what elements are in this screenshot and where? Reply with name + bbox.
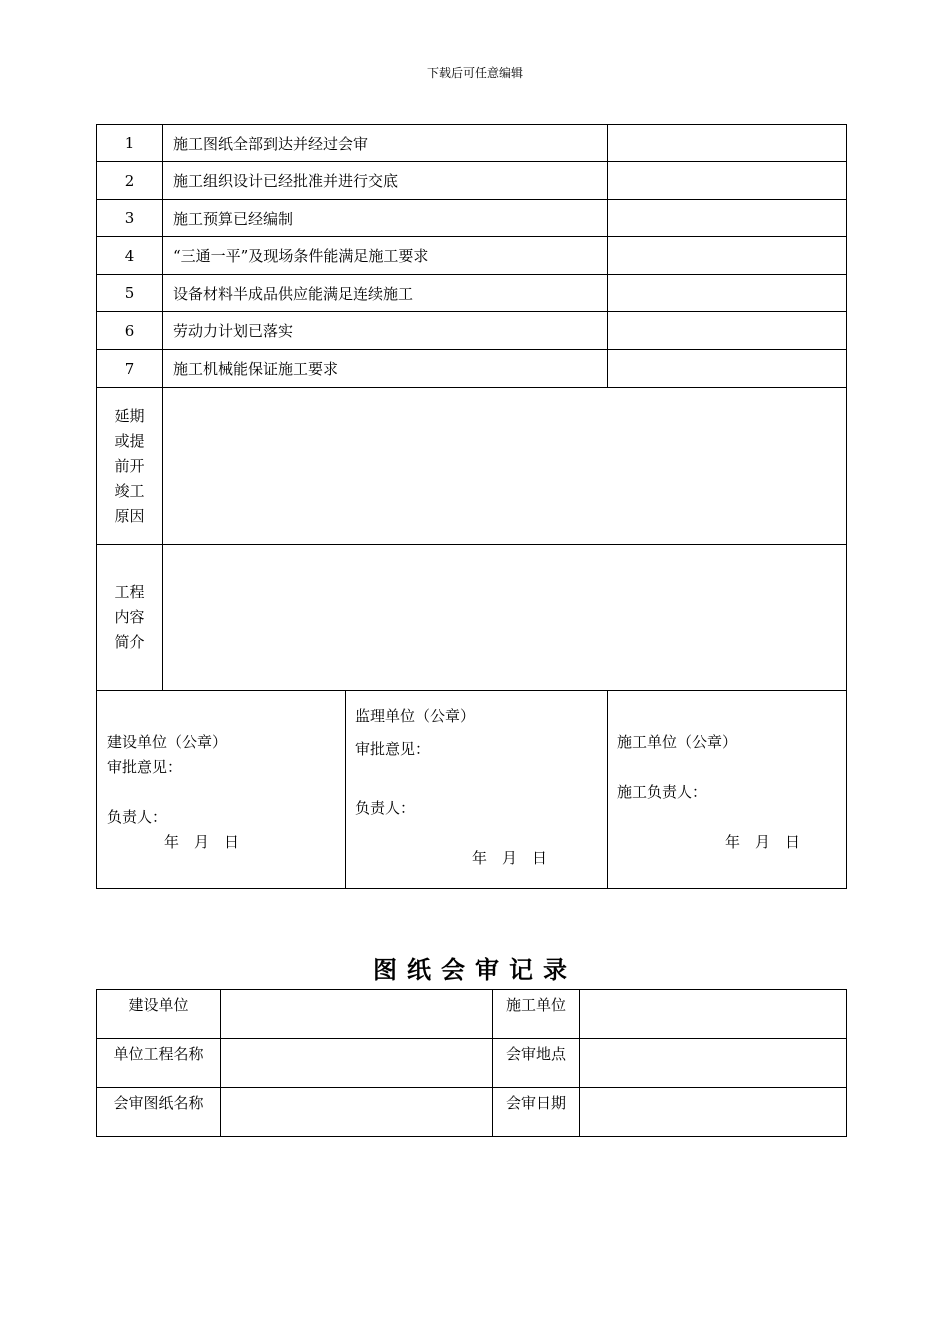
table-row bbox=[97, 200, 847, 237]
check-cell[interactable] bbox=[608, 125, 847, 162]
owner-unit-label: 建设单位（公章） bbox=[107, 733, 228, 751]
review-record-title: 图纸会审记录 bbox=[373, 955, 577, 984]
review-date-label: 会审日期 bbox=[493, 1088, 580, 1137]
table-row bbox=[97, 237, 847, 275]
contractor-signoff-cell[interactable] bbox=[608, 691, 847, 889]
contractor-date-label: 年 月 日 bbox=[725, 833, 801, 851]
drawing-name-label: 会审图纸名称 bbox=[97, 1088, 221, 1137]
row-number: 6 bbox=[97, 312, 163, 350]
checklist-item: 设备材料半成品供应能满足连续施工 bbox=[163, 275, 608, 312]
owner-unit-field[interactable] bbox=[221, 990, 493, 1039]
checklist-item: “三通一平”及现场条件能满足施工要求 bbox=[163, 237, 608, 275]
supervisor-date-label: 年 月 日 bbox=[472, 849, 548, 867]
intro-label-line: 简介 bbox=[114, 633, 145, 651]
page-header-note: 下载后可任意编辑 bbox=[426, 66, 523, 80]
drawing-review-table bbox=[96, 989, 847, 1137]
table-row bbox=[97, 545, 847, 691]
intro-label-line: 工程 bbox=[114, 583, 145, 601]
owner-opinion-label: 审批意见： bbox=[107, 758, 183, 776]
table-row bbox=[97, 990, 847, 1039]
review-location-field[interactable] bbox=[580, 1039, 847, 1088]
row-number: 1 bbox=[97, 125, 163, 162]
delay-label-line: 竣工 bbox=[114, 481, 145, 500]
table-row bbox=[97, 162, 847, 200]
table-row bbox=[97, 275, 847, 312]
check-cell[interactable] bbox=[608, 350, 847, 388]
checklist-item: 施工机械能保证施工要求 bbox=[163, 350, 608, 388]
check-cell[interactable] bbox=[608, 162, 847, 200]
project-name-field[interactable] bbox=[221, 1039, 493, 1088]
contractor-person-label: 施工负责人： bbox=[617, 783, 708, 801]
supervisor-unit-label: 监理单位（公章） bbox=[355, 707, 476, 725]
check-cell[interactable] bbox=[608, 237, 847, 275]
checklist-item: 劳动力计划已落实 bbox=[163, 312, 608, 350]
supervisor-person-label: 负责人： bbox=[355, 799, 416, 817]
row-number: 5 bbox=[97, 275, 163, 312]
project-name-label: 单位工程名称 bbox=[97, 1039, 221, 1088]
row-number: 2 bbox=[97, 162, 163, 200]
review-date-field[interactable] bbox=[580, 1088, 847, 1137]
owner-person-label: 负责人： bbox=[107, 808, 168, 826]
delay-label-line: 延期 bbox=[114, 406, 145, 425]
owner-date-label: 年 月 日 bbox=[164, 833, 240, 851]
review-location-label: 会审地点 bbox=[493, 1039, 580, 1088]
owner-unit-label: 建设单位 bbox=[97, 990, 221, 1039]
table-row bbox=[97, 125, 847, 162]
supervisor-opinion-label: 审批意见： bbox=[355, 740, 431, 758]
intro-label-line: 内容 bbox=[114, 608, 145, 626]
checklist-item: 施工组织设计已经批准并进行交底 bbox=[163, 162, 608, 200]
contractor-unit-label: 施工单位（公章） bbox=[617, 733, 738, 751]
delay-reason-field[interactable] bbox=[163, 388, 847, 545]
check-cell[interactable] bbox=[608, 275, 847, 312]
table-row bbox=[97, 1088, 847, 1137]
drawing-name-field[interactable] bbox=[221, 1088, 493, 1137]
project-intro-label bbox=[97, 545, 163, 691]
table-row bbox=[97, 312, 847, 350]
commencement-checklist-table bbox=[96, 124, 847, 889]
supervisor-signoff-cell[interactable] bbox=[346, 691, 608, 889]
project-intro-field[interactable] bbox=[163, 545, 847, 691]
check-cell[interactable] bbox=[608, 312, 847, 350]
contractor-unit-field[interactable] bbox=[580, 990, 847, 1039]
row-number: 7 bbox=[97, 350, 163, 388]
delay-label-line: 或提 bbox=[114, 431, 145, 450]
row-number: 4 bbox=[97, 237, 163, 275]
signoff-row bbox=[97, 691, 847, 889]
delay-label-line: 前开 bbox=[114, 456, 145, 475]
contractor-unit-label: 施工单位 bbox=[493, 990, 580, 1039]
table-row bbox=[97, 1039, 847, 1088]
checklist-item: 施工预算已经编制 bbox=[163, 200, 608, 237]
row-number: 3 bbox=[97, 200, 163, 237]
table-row bbox=[97, 350, 847, 388]
checklist-item: 施工图纸全部到达并经过会审 bbox=[163, 125, 608, 162]
delay-reason-label bbox=[97, 388, 163, 545]
owner-signoff-cell[interactable] bbox=[97, 691, 346, 889]
table-row bbox=[97, 388, 847, 545]
delay-label-line: 原因 bbox=[114, 506, 145, 525]
check-cell[interactable] bbox=[608, 200, 847, 237]
